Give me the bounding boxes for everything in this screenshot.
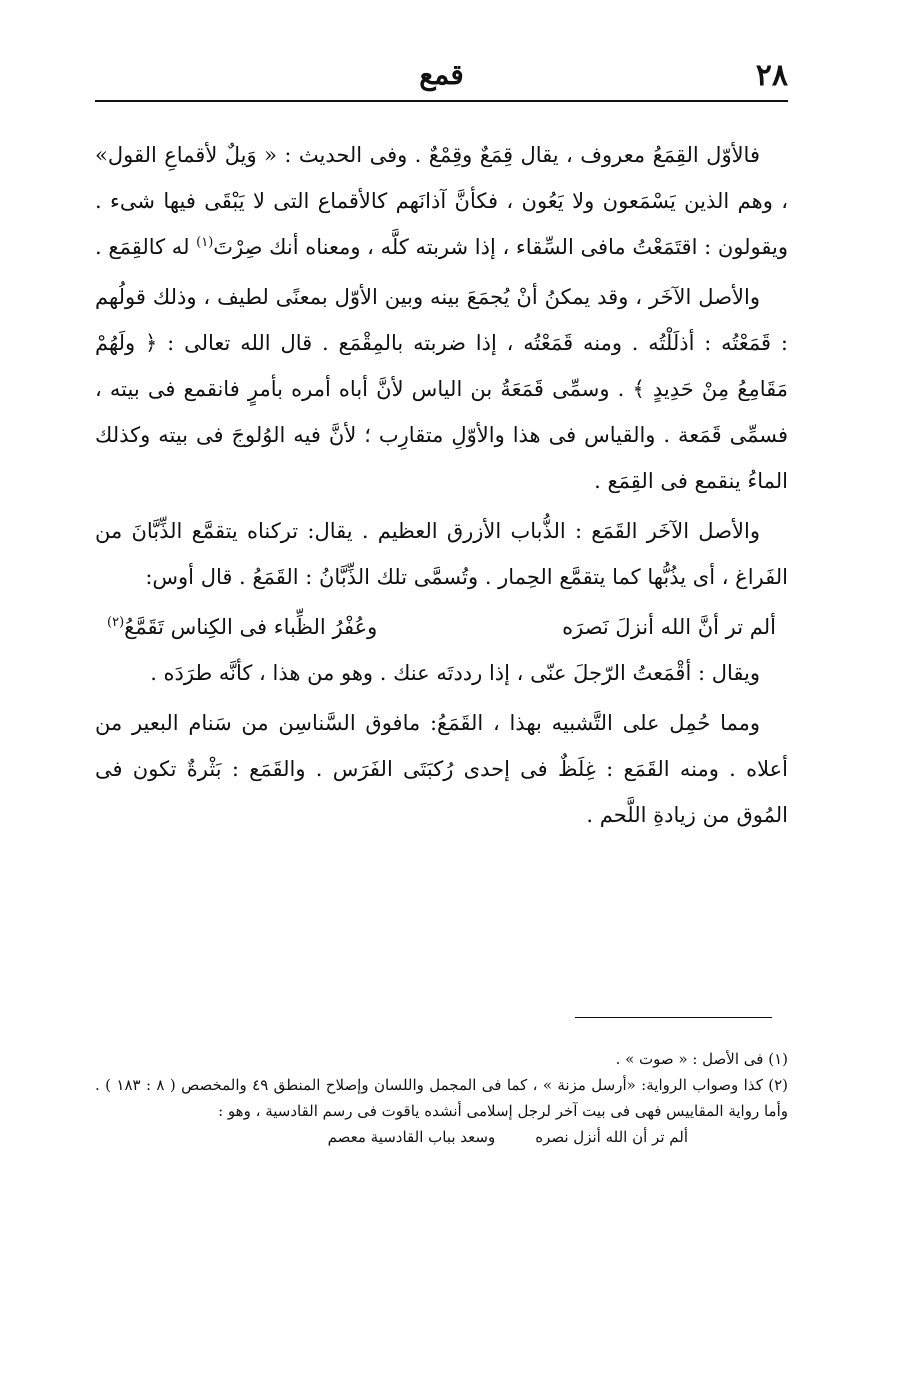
paragraph-5: ومما حُمِل على التَّشبيه بهذا ، القَمَعُ: مافوق السَّناسِن من سَنام البعير من أعلاه . ومنه القَمَع : غِلَظٌ فى إحدى رُكبَتَى الفَرَس . والقَمَع : بَثْرةٌ تكون فى المُوق من زيادةِ اللَّحم . bbox=[95, 711, 788, 827]
paragraph-1 bbox=[95, 132, 788, 270]
verse-second-hemistich bbox=[107, 604, 377, 650]
header-word: قمع bbox=[419, 58, 464, 91]
page-header bbox=[95, 58, 788, 98]
footnote-ref-2: (٢) bbox=[107, 615, 125, 630]
footnotes bbox=[95, 1046, 788, 1150]
page-number: ٢٨ bbox=[755, 58, 788, 93]
footnote-verse-first: ألم تر أن الله أنزل نصره bbox=[535, 1128, 688, 1146]
footnote-1: (١) فى الأصل : « صوت » . bbox=[615, 1050, 788, 1068]
footnote-ref-1: (١) bbox=[196, 235, 214, 250]
paragraph-4: ويقال : أقْمَعتُ الرّجلَ عنّى ، إذا رددتَه عنك . وهو من هذا ، كأنَّه طرَدَه . bbox=[150, 661, 760, 685]
footnote-verse bbox=[95, 1124, 788, 1150]
paragraph-3: والأصل الآخَر القَمَع : الذُّباب الأزرق العظيم . يقال: تركناه يتقمَّع الذِّبَّانَ من الفَراغ ، أى يذُبُّها كما يتقمَّع الحِمار . وتُسمَّى تلك الذِّبَّانُ : القَمَعُ . قال أوس: bbox=[95, 519, 788, 589]
footnote-2: (٢) كذا وصواب الرواية: «أرسل مزنة » ، كما فى المجمل واللسان وإصلاح المنطق ٤٩ والمخصص ( ٨ : ١٨٣ ) . وأما رواية المقاييس فهى فى بيت آخر لرجل إسلامى أنشده ياقوت فى رسم القادسية ، وهو : bbox=[95, 1076, 788, 1120]
main-text bbox=[95, 132, 788, 842]
poem-verse bbox=[95, 604, 788, 650]
paragraph-1-end: له كالقِمَع . bbox=[95, 235, 190, 259]
verse-second-hemistich-text: وعُفْرُ الظِّباء فى الكِناس تَقَمَّعُ bbox=[124, 615, 378, 639]
footnote-verse-second: وسعد بباب القادسية معصم bbox=[327, 1128, 496, 1146]
header-rule bbox=[95, 100, 788, 102]
paragraph-1-text: فالأوّل القِمَعُ معروف ، يقال قِمَعٌ وقِمْعٌ . وفى الحديث : « وَيلٌ لأقماعِ القول» ، وهم الذين يَسْمَعون ولا يَعُون ، فكأنَّ آذانَهم كالأقماع التى لا يَبْقَى فيها شىء . ويقولون : اقتَمَعْتُ مافى السِّقاء ، إذا شربته كلَّه ، ومعناه أنك صِرْتَ bbox=[95, 143, 788, 259]
verse-first-hemistich: ألم تر أنَّ الله أنزلَ نَصرَه bbox=[562, 615, 776, 639]
paragraph-2: والأصل الآخَر ، وقد يمكنُ أنْ يُجمَعَ بينه وبين الأوّل بمعنًى لطيف ، وذلك قولُهم : قَمَعْتُه : أذلَلْتُه . ومنه قَمَعْتُه ، إذا ضربته بالمِقْمَع . قال الله تعالى : ﴿ ولَهُمْ مَقَامِعُ مِنْ حَدِيدٍ ﴾ . وسمِّى قَمَعَةُ بن الياس لأنَّ أباه أمره بأمرٍ فانقمع فى بيته ، فسمِّى قَمَعة . والقياس فى هذا والأوّلِ متقارِب ؛ لأنَّ فيه الوُلوجَ فى بيته وكذلك الماءُ ينقمع فى القِمَع . bbox=[95, 285, 788, 493]
footnote-rule bbox=[575, 1017, 772, 1018]
